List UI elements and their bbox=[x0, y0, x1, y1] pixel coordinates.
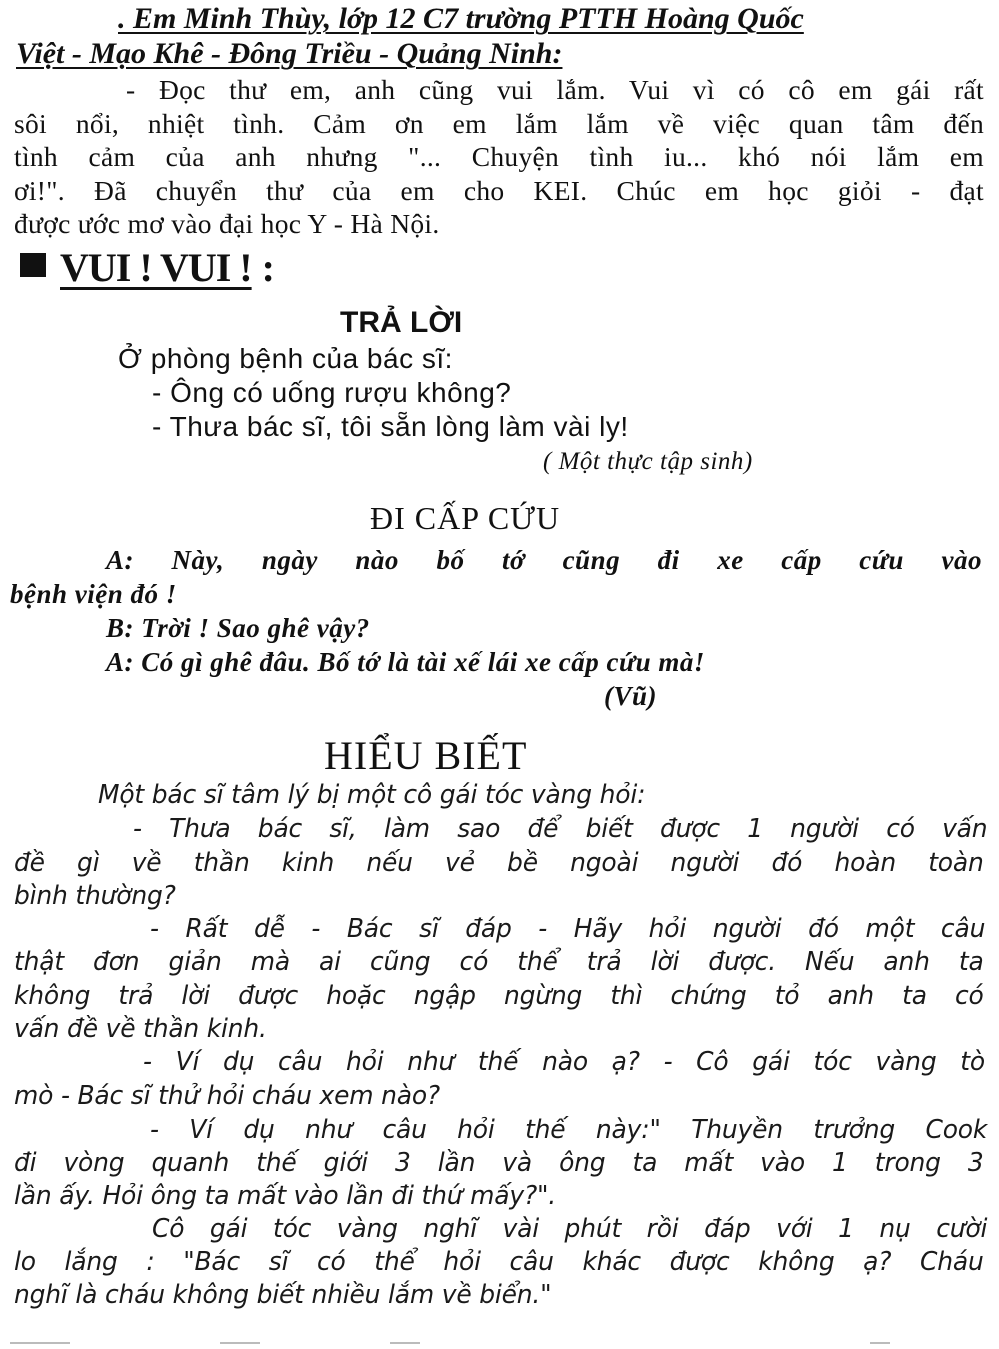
joke-line: không trả lời được hoặc ngập ngừng thì chứng tỏ anh ta có bbox=[14, 981, 984, 1011]
joke-line: Cô gái tóc vàng nghĩ vài phút rồi đáp với 1 nụ cười bbox=[152, 1214, 988, 1244]
joke-line: - Thưa bác sĩ, tôi sẵn lòng làm vài ly! bbox=[152, 411, 629, 442]
joke-credit: ( Một thực tập sinh) bbox=[543, 448, 753, 475]
joke-line: bệnh viện đó ! bbox=[10, 579, 177, 609]
letter-body-line: ơi!". Đã chuyển thư của em cho KEI. Chúc em học giỏi - đạt bbox=[14, 175, 984, 206]
joke-line: đi vòng quanh thế giới 3 lần và ông ta mất vào 1 trong 3 bbox=[14, 1148, 984, 1178]
letter-body-line: sôi nổi, nhiệt tình. Cảm ơn em lắm lắm về việc quan tâm đến bbox=[14, 108, 984, 139]
joke-line: mò - Bác sĩ thử hỏi cháu xem nào? bbox=[14, 1081, 440, 1111]
joke-credit: (Vũ) bbox=[604, 681, 658, 711]
joke-line: bình thường? bbox=[14, 881, 176, 911]
section-header bbox=[20, 244, 275, 291]
scan-artifact-strip bbox=[0, 1336, 999, 1349]
letter-body-line: được ước mơ vào đại học Y - Hà Nội. bbox=[14, 208, 440, 239]
joke-line: đề gì về thần kinh nếu vẻ bề ngoài người đó hoàn toàn bbox=[14, 848, 984, 878]
joke-line: - Ví dụ như câu hỏi thế này:" Thuyền trưởng Cook bbox=[150, 1115, 988, 1145]
section-header-colon: : bbox=[251, 245, 275, 290]
joke-title: TRẢ LỜI bbox=[340, 306, 463, 339]
section-header-title: VUI ! VUI ! bbox=[60, 245, 252, 290]
joke-line: B: Trời ! Sao ghê vậy? bbox=[106, 613, 370, 643]
black-square-bullet-icon bbox=[20, 253, 46, 277]
joke-line: A: Có gì ghê đâu. Bố tớ là tài xế lái xe cấp cứu mà! bbox=[106, 647, 705, 677]
joke-line: vấn đề về thần kinh. bbox=[14, 1014, 267, 1044]
letter-body-line: tình cảm của anh nhưng "... Chuyện tình iu... khó nói lắm em bbox=[14, 141, 984, 172]
joke-line: - Thưa bác sĩ, làm sao để biết được 1 người có vấn bbox=[133, 814, 988, 844]
letter-heading-line: . Em Minh Thùy, lớp 12 C7 trường PTTH Hoàng Quốc bbox=[118, 2, 804, 35]
joke-line: nghĩ là cháu không biết nhiều lắm về biển." bbox=[14, 1280, 552, 1310]
joke-line: lần ấy. Hỏi ông ta mất vào lần đi thứ mấy?". bbox=[14, 1181, 557, 1211]
joke-title: HIỂU BIẾT bbox=[324, 733, 528, 778]
joke-line: - Rất dễ - Bác sĩ đáp - Hãy hỏi người đó một câu bbox=[150, 914, 986, 944]
joke-line: Một bác sĩ tâm lý bị một cô gái tóc vàng hỏi: bbox=[98, 780, 646, 810]
joke-line: Ở phòng bệnh của bác sĩ: bbox=[118, 343, 453, 374]
joke-line: A: Này, ngày nào bố tớ cũng đi xe cấp cứu vào bbox=[106, 545, 982, 575]
joke-line: - Ông có uống rượu không? bbox=[152, 377, 512, 408]
joke-line: lo lắng : "Bác sĩ có thể hỏi câu khác được không ạ? Cháu bbox=[14, 1247, 984, 1277]
letter-body-line: - Đọc thư em, anh cũng vui lắm. Vui vì có cô em gái rất bbox=[126, 74, 984, 105]
joke-line: - Ví dụ câu hỏi như thế nào ạ? - Cô gái tóc vàng tò bbox=[143, 1047, 985, 1077]
joke-line: thật đơn giản mà ai cũng có thể trả lời được. Nếu anh ta bbox=[14, 947, 984, 977]
joke-title: ĐI CẤP CỨU bbox=[370, 500, 561, 536]
letter-heading-line: Việt - Mạo Khê - Đông Triều - Quảng Ninh: bbox=[16, 37, 563, 70]
